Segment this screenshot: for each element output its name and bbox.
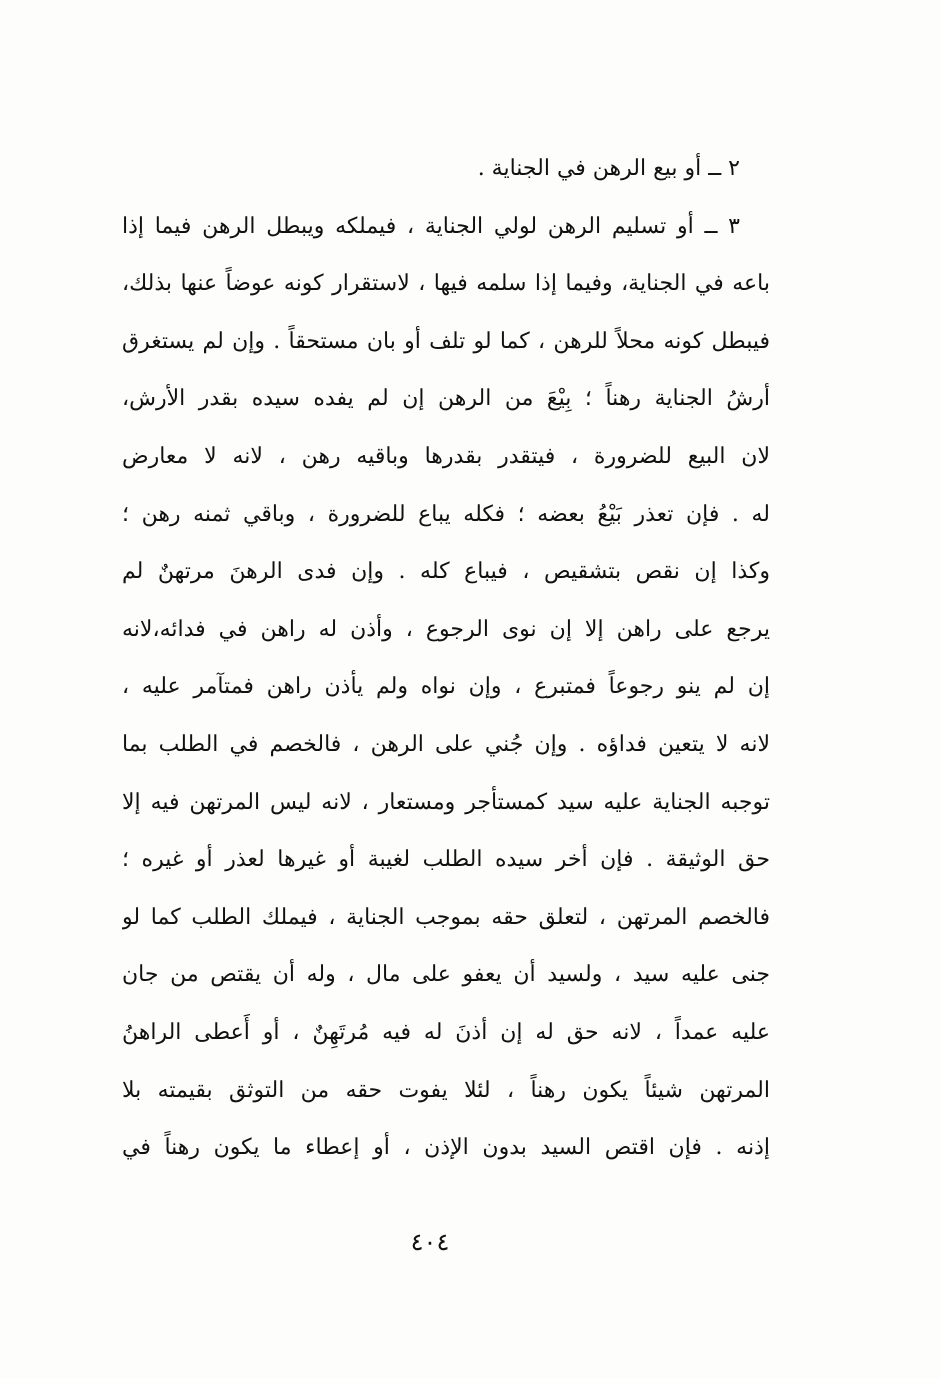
text-line: جنى عليه سيد ، ولسيد أن يعفو على مال ، وله أن يقتص من جان [122, 962, 770, 988]
text-line: ٢ ــ أو بيع الرهن في الجناية . [477, 156, 740, 181]
text-line: وكذا إن نقص بتشقيص ، فيباع كله . وإن فدى الرهنَ مرتهنٌ لم [122, 559, 770, 585]
text-line: عليه عمداً ، لانه حق له إن أذنَ له فيه مُرتَهِنٌ ، أو أَعطى الراهنُ [122, 1019, 770, 1045]
text-line: حق الوثيقة . فإن أخر سيده الطلب لغيبة أو غيرها لعذر أو غيره ؛ [122, 847, 770, 873]
text-line: يرجع على راهن إلا إن نوى الرجوع ، وأذن له راهن في فدائه،لانه [122, 616, 770, 642]
text-line: توجبه الجناية عليه سيد كمستأجر ومستعار ، لانه ليس المرتهن فيه إلا [122, 789, 770, 815]
page-number: ٤٠٤ [410, 1228, 450, 1256]
text-line: لان البيع للضرورة ، فيتقدر بقدرها وباقيه رهن ، لانه لا معارض [122, 443, 770, 469]
text-line: له . فإن تعذر بَيْعُ بعضه ؛ فكله يباع للضرورة ، وباقي ثمنه رهن ؛ [122, 501, 770, 527]
text-line: باعه في الجناية، وفيما إذا سلمه فيها ، لاستقرار كونه عوضاً عنها بذلك، [122, 271, 770, 297]
text-line: لانه لا يتعين فداؤه . وإن جُني على الرهن ، فالخصم في الطلب بما [122, 731, 770, 757]
body-text [122, 140, 770, 1177]
text-line: المرتهن شيئاً يكون رهناً ، لئلا يفوت حقه من التوثق بقيمته بلا [122, 1077, 770, 1103]
text-line: إذنه . فإن اقتص السيد بدون الإذن ، أو إعطاء ما يكون رهناً في [122, 1135, 770, 1161]
text-line: إن لم ينو رجوعاً فمتبرع ، وإن نواه ولم يأذن راهن فمتآمر عليه ، [122, 674, 770, 700]
text-line: أرشُ الجناية رهناً ؛ بِيْعَ من الرهن إن لم يفده سيده بقدر الأرش، [122, 386, 770, 412]
text-line: فيبطل كونه محلاً للرهن ، كما لو تلف أو بان مستحقاً . وإن لم يستغرق [122, 328, 770, 354]
text-line: فالخصم المرتهن ، لتعلق حقه بموجب الجناية ، فيملك الطلب كما لو [122, 904, 770, 930]
text-line: ٣ ــ أو تسليم الرهن لولي الجناية ، فيملكه ويبطل الرهن فيما إذا [122, 213, 740, 239]
